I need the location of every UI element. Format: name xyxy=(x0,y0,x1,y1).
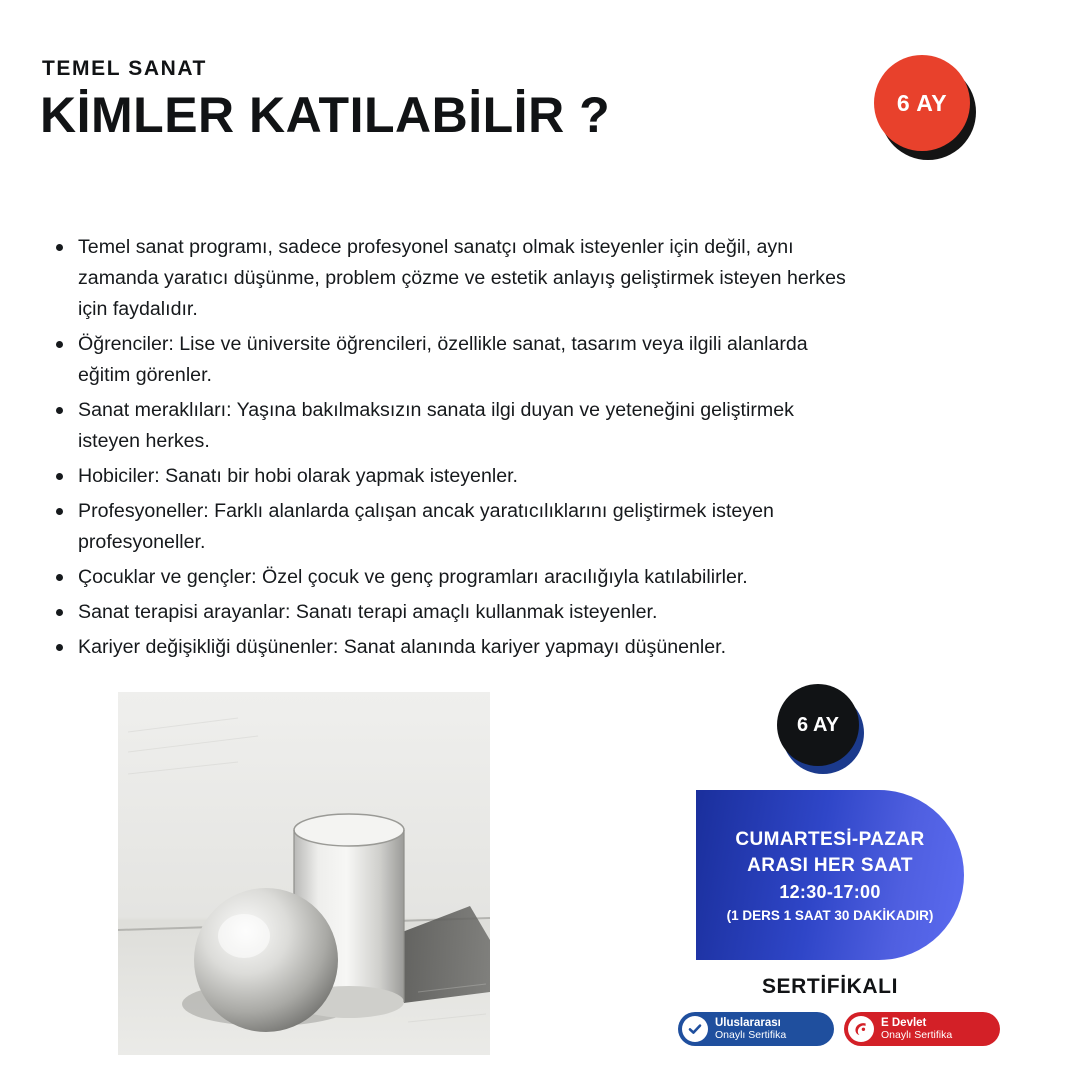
badge-disc xyxy=(777,684,859,766)
badge-mid-label: 6 AY xyxy=(797,713,839,736)
duration-badge-top xyxy=(874,55,970,151)
certificate-edevlet xyxy=(844,1012,1000,1046)
list-item: Profesyoneller: Farklı alanlarda çalışan ancak yaratıcılıklarını geliştirmek isteyen profesyoneller. xyxy=(52,496,852,558)
duration-badge-mid xyxy=(777,684,859,766)
still-life-drawing xyxy=(118,692,490,1055)
certificate-line1: E Devlet xyxy=(881,1016,927,1029)
certificate-badges xyxy=(678,1012,1000,1046)
schedule-note: (1 DERS 1 SAAT 30 DAKİKADIR) xyxy=(726,908,934,923)
certificate-line1: Uluslararası xyxy=(715,1016,781,1029)
drawing-svg xyxy=(118,692,490,1055)
list-item: Hobiciler: Sanatı bir hobi olarak yapmak isteyenler. xyxy=(52,461,852,492)
certificate-text xyxy=(881,1017,952,1042)
list-item: Sanat meraklıları: Yaşına bakılmaksızın sanata ilgi duyan ve yeteneğini geliştirmek isteyen herkes. xyxy=(52,395,852,457)
badge-top-label: 6 AY xyxy=(896,89,948,116)
list-item: Temel sanat programı, sadece profesyonel sanatçı olmak isteyenler için değil, aynı zamanda yaratıcı düşünme, problem çözme ve estetik anlayış geliştirmek isteyen herkes için faydalıdır. xyxy=(52,232,852,325)
page-title: KİMLER KATILABİLİR ? xyxy=(40,87,611,143)
certificate-line2: Onaylı Sertifika xyxy=(715,1029,787,1041)
certificate-line2: Onaylı Sertifika xyxy=(881,1029,953,1041)
edevlet-icon xyxy=(848,1016,874,1042)
list-item: Öğrenciler: Lise ve üniversite öğrencileri, özellikle sanat, tasarım veya ilgili alanlarda eğitim görenler. xyxy=(52,329,852,391)
certificate-title: SERTİFİKALI xyxy=(761,975,899,998)
schedule-hours: 12:30-17:00 xyxy=(779,882,881,902)
schedule-panel xyxy=(696,790,964,960)
audience-list xyxy=(52,232,852,667)
check-icon xyxy=(682,1016,708,1042)
certificate-text xyxy=(715,1017,786,1042)
badge-disc xyxy=(874,55,970,151)
schedule-frequency: ARASI HER SAAT xyxy=(747,855,913,876)
list-item: Sanat terapisi arayanlar: Sanatı terapi amaçlı kullanmak isteyenler. xyxy=(52,597,852,628)
schedule-days: CUMARTESİ-PAZAR xyxy=(735,829,925,850)
list-item: Çocuklar ve gençler: Özel çocuk ve genç programları aracılığıyla katılabilirler. xyxy=(52,562,852,593)
list-item: Kariyer değişikliği düşünenler: Sanat alanında kariyer yapmayı düşünenler. xyxy=(52,632,852,663)
eyebrow-label: TEMEL SANAT xyxy=(42,57,207,80)
certificate-international xyxy=(678,1012,834,1046)
